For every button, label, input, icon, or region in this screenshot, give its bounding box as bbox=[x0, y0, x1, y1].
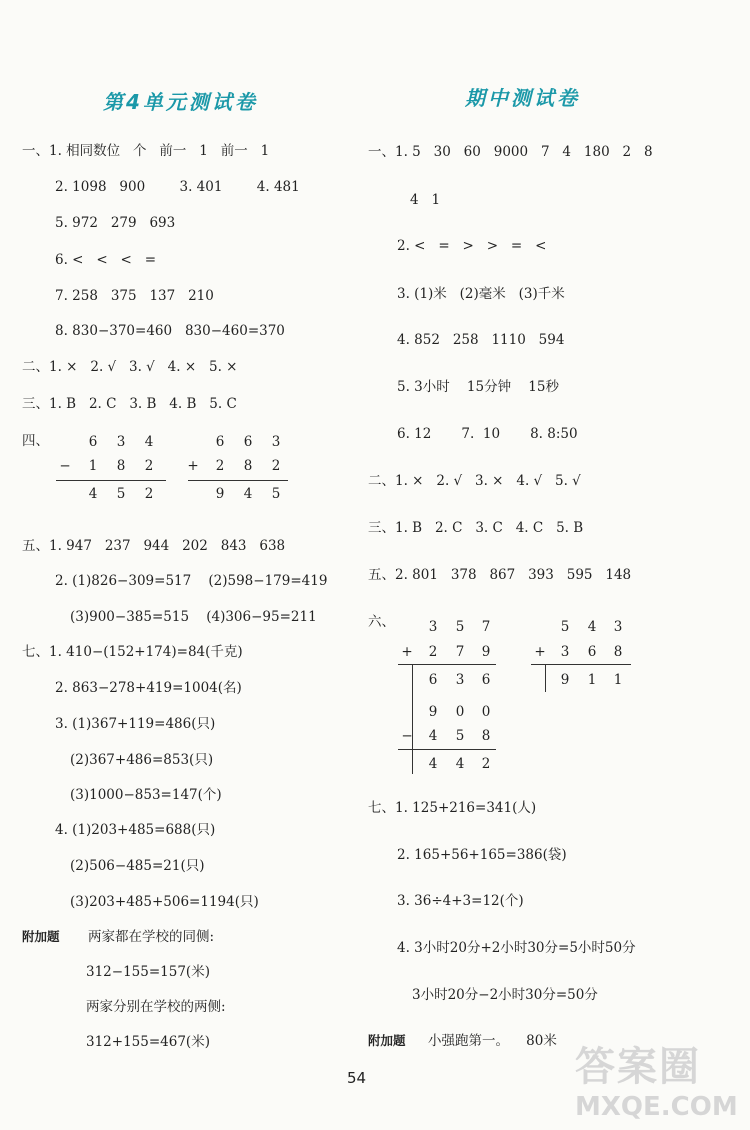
digit: 4 bbox=[428, 756, 438, 772]
answer-line: 3. (1)米 (2)毫米 (3)千米 bbox=[397, 286, 565, 302]
answer-line: (2)506−485=21(只) bbox=[70, 858, 205, 874]
bonus-label: 附加题 bbox=[22, 929, 60, 944]
answer-line: 4. 852 258 1110 594 bbox=[397, 332, 565, 348]
digit: 1 bbox=[613, 672, 623, 688]
digit: 2 bbox=[481, 756, 491, 772]
answer-line: 三、1. B 2. C 3. B 4. B 5. C bbox=[22, 396, 237, 412]
answer-line: (2)367+486=853(只) bbox=[70, 752, 214, 768]
answer-line: 2. 165+56+165=386(袋) bbox=[397, 847, 567, 863]
digit: 8 bbox=[481, 728, 491, 744]
answer-line: 312−155=157(米) bbox=[86, 964, 210, 980]
digit: 3 bbox=[613, 619, 623, 635]
digit: 2 bbox=[144, 486, 154, 502]
calc-line bbox=[56, 480, 166, 481]
digit: 8 bbox=[243, 458, 253, 474]
answer-line: 三、1. B 2. C 3. C 4. C 5. B bbox=[368, 520, 584, 536]
digit: 9 bbox=[481, 644, 491, 660]
answer-line: 312+155=467(米) bbox=[86, 1034, 210, 1050]
answer-line: 3小时20分−2小时30分=50分 bbox=[412, 987, 598, 1003]
answer-line: (3)203+485+506=1194(只) bbox=[70, 894, 259, 910]
digit: 5 bbox=[455, 619, 465, 635]
digit: 1 bbox=[88, 458, 98, 474]
digit: 5 bbox=[455, 728, 465, 744]
digit: 9 bbox=[215, 486, 225, 502]
operator: + bbox=[401, 644, 413, 660]
digit: 3 bbox=[428, 619, 438, 635]
answer-line: 5. 3小时 15分钟 15秒 bbox=[397, 379, 559, 395]
digit: 7 bbox=[481, 619, 491, 635]
calc-vertical-line bbox=[545, 664, 546, 692]
digit: 0 bbox=[481, 704, 491, 720]
digit: 2 bbox=[271, 458, 281, 474]
answer-line: 7. 258 375 137 210 bbox=[55, 288, 214, 304]
answer-line: 二、1. × 2. √ 3. × 4. √ 5. √ bbox=[368, 473, 581, 489]
digit: 8 bbox=[613, 644, 623, 660]
answer-line: 4. 3小时20分+2小时30分=5小时50分 bbox=[397, 940, 636, 956]
answer-line: 五、1. 947 237 944 202 843 638 bbox=[22, 538, 286, 554]
calc-vertical-line bbox=[412, 664, 413, 774]
digit: 4 bbox=[144, 434, 154, 450]
answer-line: 2. < = > > = < bbox=[397, 238, 547, 254]
calc-line bbox=[531, 664, 631, 665]
answer-line: 6. 12 7. 10 8. 8:50 bbox=[397, 426, 578, 442]
digit: 8 bbox=[116, 458, 126, 474]
bonus-label: 附加题 bbox=[368, 1033, 406, 1048]
operator: + bbox=[187, 458, 199, 474]
digit: 5 bbox=[271, 486, 281, 502]
digit: 7 bbox=[455, 644, 465, 660]
page-number: 54 bbox=[347, 1069, 367, 1087]
answer-line: 两家都在学校的同侧: bbox=[88, 929, 215, 945]
digit: 3 bbox=[455, 672, 465, 688]
answer-line: 小强跑第一。 80米 bbox=[428, 1033, 557, 1049]
digit: 6 bbox=[243, 434, 253, 450]
digit: 9 bbox=[560, 672, 570, 688]
digit: 5 bbox=[560, 619, 570, 635]
answer-line: 七、1. 410−(152+174)=84(千克) bbox=[22, 644, 243, 660]
answer-line: 8. 830−370=460 830−460=370 bbox=[55, 323, 285, 339]
answer-line: 二、1. × 2. √ 3. √ 4. × 5. × bbox=[22, 359, 238, 375]
left-section-title: 第4单元测试卷 bbox=[103, 90, 258, 114]
digit: 2 bbox=[144, 458, 154, 474]
digit: 6 bbox=[215, 434, 225, 450]
digit: 6 bbox=[481, 672, 491, 688]
digit: 4 bbox=[428, 728, 438, 744]
answer-line: 4. (1)203+485=688(只) bbox=[55, 822, 216, 838]
digit: 1 bbox=[587, 672, 597, 688]
digit: 4 bbox=[455, 756, 465, 772]
digit: 4 bbox=[243, 486, 253, 502]
digit: 0 bbox=[455, 704, 465, 720]
answer-line: 一、1. 5 30 60 9000 7 4 180 2 8 bbox=[368, 144, 653, 160]
digit: 9 bbox=[428, 704, 438, 720]
digit: 6 bbox=[428, 672, 438, 688]
digit: 2 bbox=[428, 644, 438, 660]
answer-line: 七、1. 125+216=341(人) bbox=[368, 800, 537, 816]
answer-line: 四、 bbox=[22, 433, 49, 449]
operator: − bbox=[401, 728, 413, 744]
answer-line: 6. < < < = bbox=[55, 252, 157, 268]
answer-line: 一、1. 相同数位 个 前一 1 前一 1 bbox=[22, 143, 270, 159]
answer-line: 2. (1)826−309=517 (2)598−179=419 bbox=[55, 573, 328, 589]
digit: 6 bbox=[88, 434, 98, 450]
digit: 2 bbox=[215, 458, 225, 474]
digit: 3 bbox=[271, 434, 281, 450]
digit: 3 bbox=[560, 644, 570, 660]
digit: 4 bbox=[587, 619, 597, 635]
digit: 6 bbox=[587, 644, 597, 660]
digit: 4 bbox=[88, 486, 98, 502]
digit: 3 bbox=[116, 434, 126, 450]
answer-line: 4 1 bbox=[410, 192, 441, 208]
watermark-logo: 答案圈 bbox=[575, 1044, 701, 1090]
answer-line: 2. 863−278+419=1004(名) bbox=[55, 680, 242, 696]
answer-line: 五、2. 801 378 867 393 595 148 bbox=[368, 567, 632, 583]
answer-line: 3. 36÷4+3=12(个) bbox=[397, 893, 524, 909]
answer-line: (3)900−385=515 (4)306−95=211 bbox=[70, 609, 317, 625]
answer-line: 5. 972 279 693 bbox=[55, 215, 176, 231]
answer-line: 3. (1)367+119=486(只) bbox=[55, 716, 216, 732]
answer-line: 两家分别在学校的两侧: bbox=[86, 999, 226, 1015]
watermark-url: MXQE.COM bbox=[575, 1092, 738, 1122]
answer-line: 2. 1098 900 3. 401 4. 481 bbox=[55, 179, 300, 195]
calc-line bbox=[188, 480, 288, 481]
right-section-title: 期中测试卷 bbox=[465, 86, 580, 110]
digit: 5 bbox=[116, 486, 126, 502]
operator: − bbox=[59, 458, 71, 474]
operator: + bbox=[534, 644, 546, 660]
answer-line: 六、 bbox=[368, 614, 395, 630]
answer-line: (3)1000−853=147(个) bbox=[70, 787, 222, 803]
